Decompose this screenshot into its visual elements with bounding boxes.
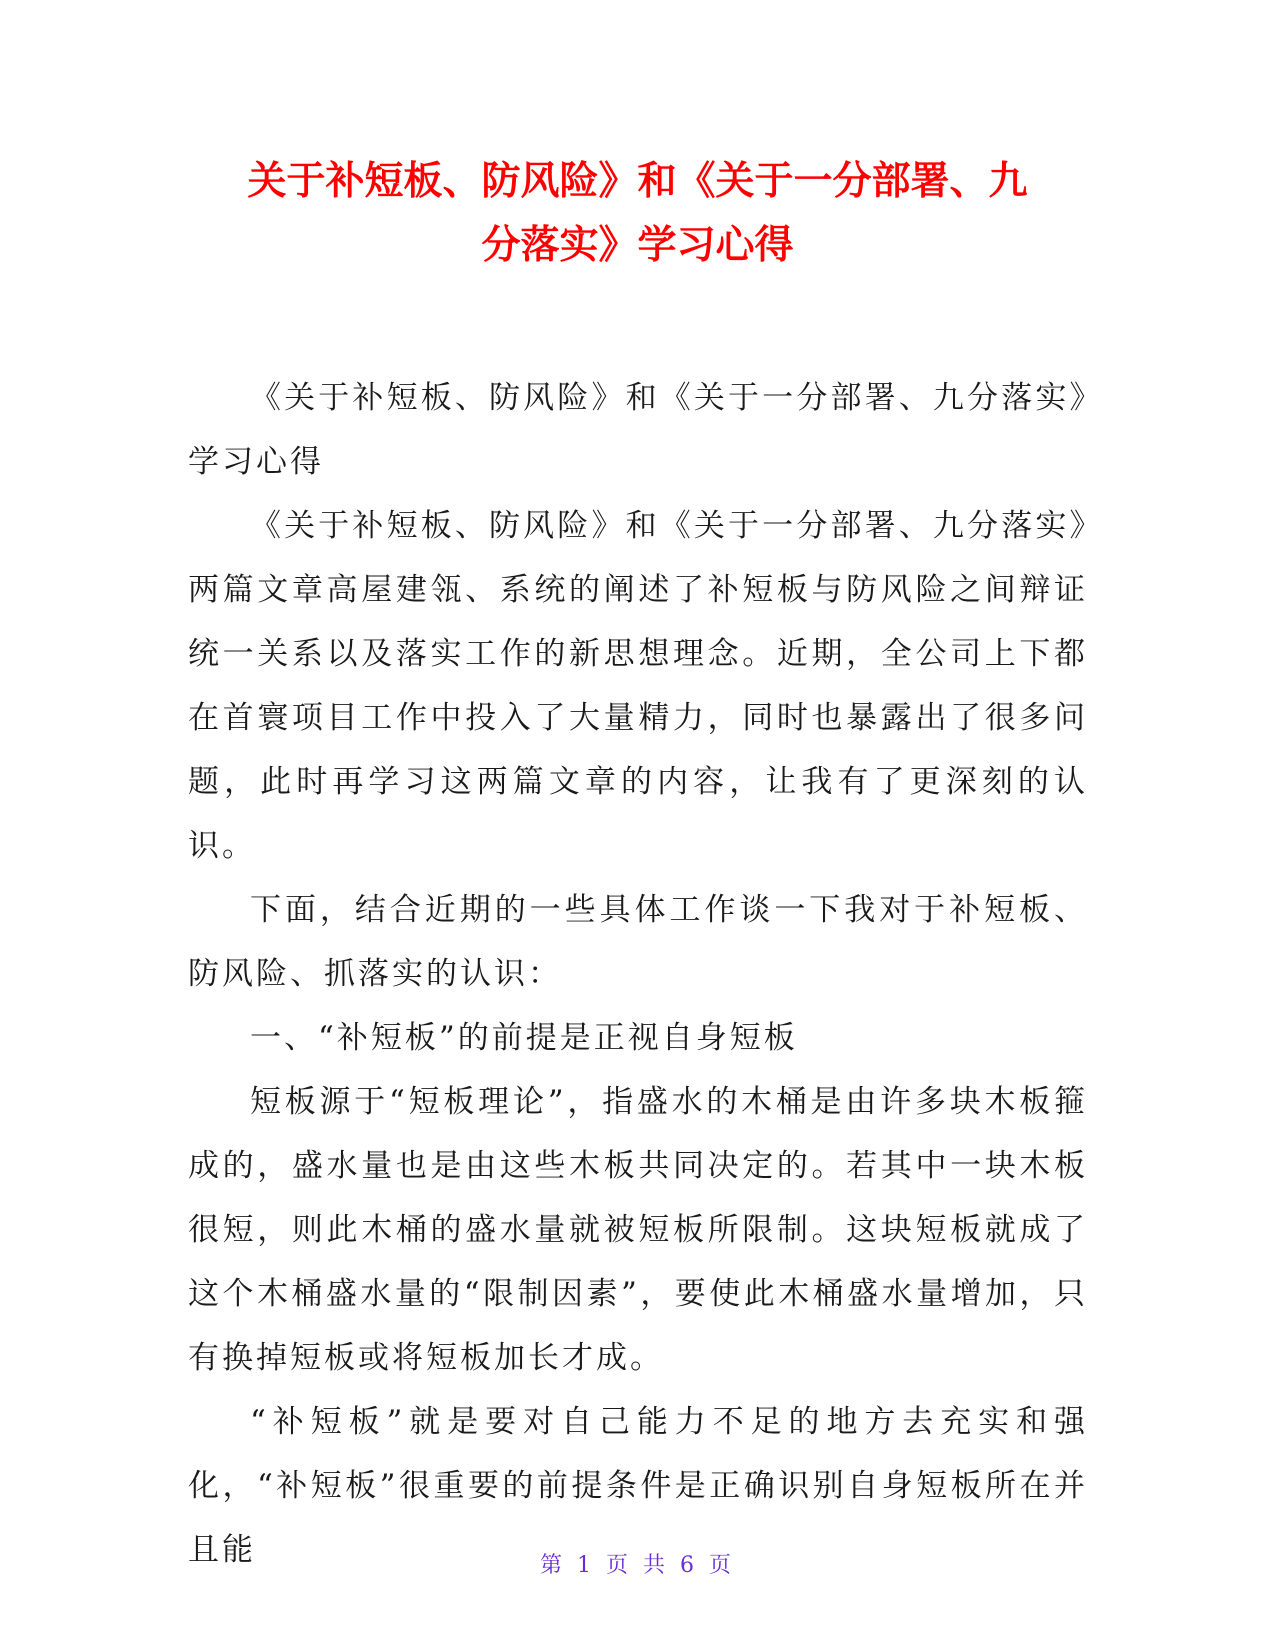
paragraph-1: 《关于补短板、防风险》和《关于一分部署、九分落实》学习心得 <box>188 380 1088 480</box>
footer-prefix: 第 <box>539 1553 566 1578</box>
footer-page-total: 6 <box>680 1553 698 1578</box>
paragraph-2: 《关于补短板、防风险》和《关于一分部署、九分落实》两篇文章高屋建瓴、系统的阐述了补短板与防风险之间辩证统一关系以及落实工作的新思想理念。近期，全公司上下都在首寰项目工作中投入了大量精力，同时也暴露出了很多问题，此时再学习这两篇文章的内容，让我有了更深刻的认识。 <box>188 508 1088 864</box>
document-title <box>150 150 1125 278</box>
title-line-1: 关于补短板、防风险》和《关于一分部署、九 <box>247 159 1028 204</box>
section-heading-1: 一、“补短板”的前提是正视自身短板 <box>250 1020 798 1056</box>
footer-mid: 页 共 <box>606 1553 669 1578</box>
paragraph-3: 下面，结合近期的一些具体工作谈一下我对于补短板、防风险、抓落实的认识： <box>188 892 1088 992</box>
paragraph-5: “补短板”就是要对自己能力不足的地方去充实和强化，“补短板”很重要的前提条件是正确识别自身短板所在并且能 <box>188 1404 1088 1568</box>
footer-page-number: 1 <box>577 1553 595 1578</box>
page-footer <box>0 1548 1275 1579</box>
footer-suffix: 页 <box>709 1553 736 1578</box>
document-body <box>188 366 1088 1582</box>
paragraph-4: 短板源于“短板理论”，指盛水的木桶是由许多块木板箍成的，盛水量也是由这些木板共同决定的。若其中一块木板很短，则此木桶的盛水量就被短板所限制。这块短板就成了这个木桶盛水量的“限制因素”，要使此木桶盛水量增加，只有换掉短板或将短板加长才成。 <box>188 1084 1088 1376</box>
title-line-2: 分落实》学习心得 <box>481 223 794 268</box>
